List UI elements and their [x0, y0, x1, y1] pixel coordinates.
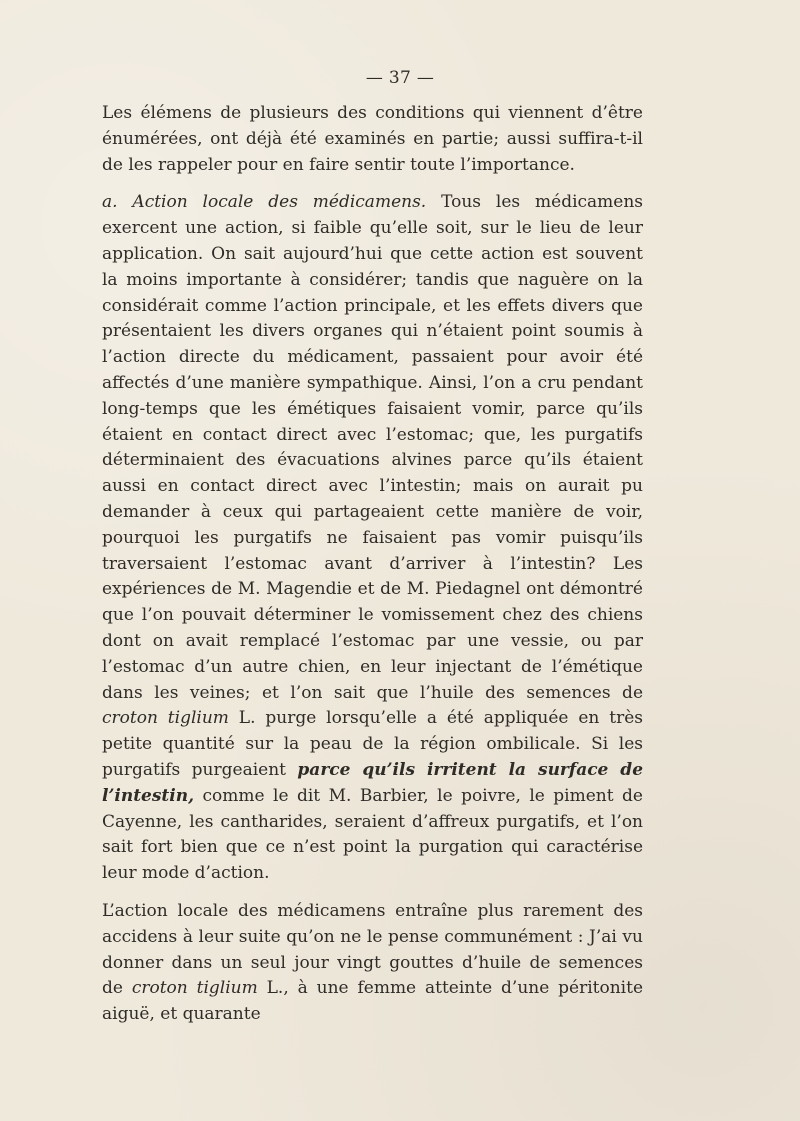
paragraph-text-segment: Tous les médicamens exercent une action, si faible qu’elle soit, sur le lieu de leur application. On sait aujourd’hui que cette action est souvent la moins importante à considérer; tandis que naguère on la considérait comme l’action principale, et les effets divers que présentaient les divers organes qui n’étaient point soumis à l’action directe du médicament, passaient pour avoir été affectés d’une manière sympathique. Ainsi, l’on a cru pendant long-temps que les émétiques faisaient vomir, parce qu’ils étaient en contact direct avec l’estomac; que, les purgatifs déterminaient des évacuations alvines parce qu’ils étaient aussi en contact direct avec l’intestin; mais on aurait pu demander à ceux qui partageaient cette manière de voir, pourquoi les purgatifs ne faisaient pas vomir puisqu’ils traversaient l’estomac avant d’arriver à l’intestin? Les expériences de M. Magendie et de M. Piedagnel ont démontré que l’on pouvait déterminer le vomissement chez des chiens dont on avait remplacé l’estomac par une vessie, ou par l’estomac d’un autre chien, en leur injectant de l’émétique dans les veines; et l’on sait que l’huile des semences de: [102, 192, 644, 703]
paragraph-text-segment: L. purge lorsqu’elle a été appliquée en très petite quantité sur la peau de la région ombilicale. Si les purgatifs purgeaient: [102, 708, 643, 780]
paragraph-action-locale: [102, 190, 643, 887]
section-heading: a. Action locale des médicamens.: [102, 192, 427, 213]
paragraph-accidents: [102, 899, 643, 1028]
paragraph-text-segment: L., à une femme atteinte d’une péritonite aiguë, et quarante: [102, 978, 644, 1025]
quoted-emphasis: parce qu’ils irritent la surface de l’intestin,: [102, 759, 644, 806]
latin-term: croton tiglium: [102, 708, 229, 729]
body-text: [102, 101, 643, 1028]
paragraph-intro: Les élémens de plusieurs des conditions qui viennent d’être énumérées, ont déjà été examinés en partie; aussi suffira-t-il de les rappeler pour en faire sentir toute l’importance.: [102, 103, 643, 175]
paragraph-text-segment: comme le dit M. Barbier, le poivre, le piment de Cayenne, les cantharides, seraient d’affreux purgatifs, et l’on sait fort bien que ce n’est point la purgation qui caractérise leur mode d’action.: [102, 785, 643, 884]
paragraph-text-segment: L’action locale des médicamens entraîne plus rarement des accidens à leur suite qu’on ne le pense communément : J’ai vu donner dans un seul jour vingt gouttes d’huile de semences de: [102, 900, 643, 999]
page-number: — 37 —: [365, 68, 435, 88]
latin-term: croton tiglium: [131, 978, 258, 999]
